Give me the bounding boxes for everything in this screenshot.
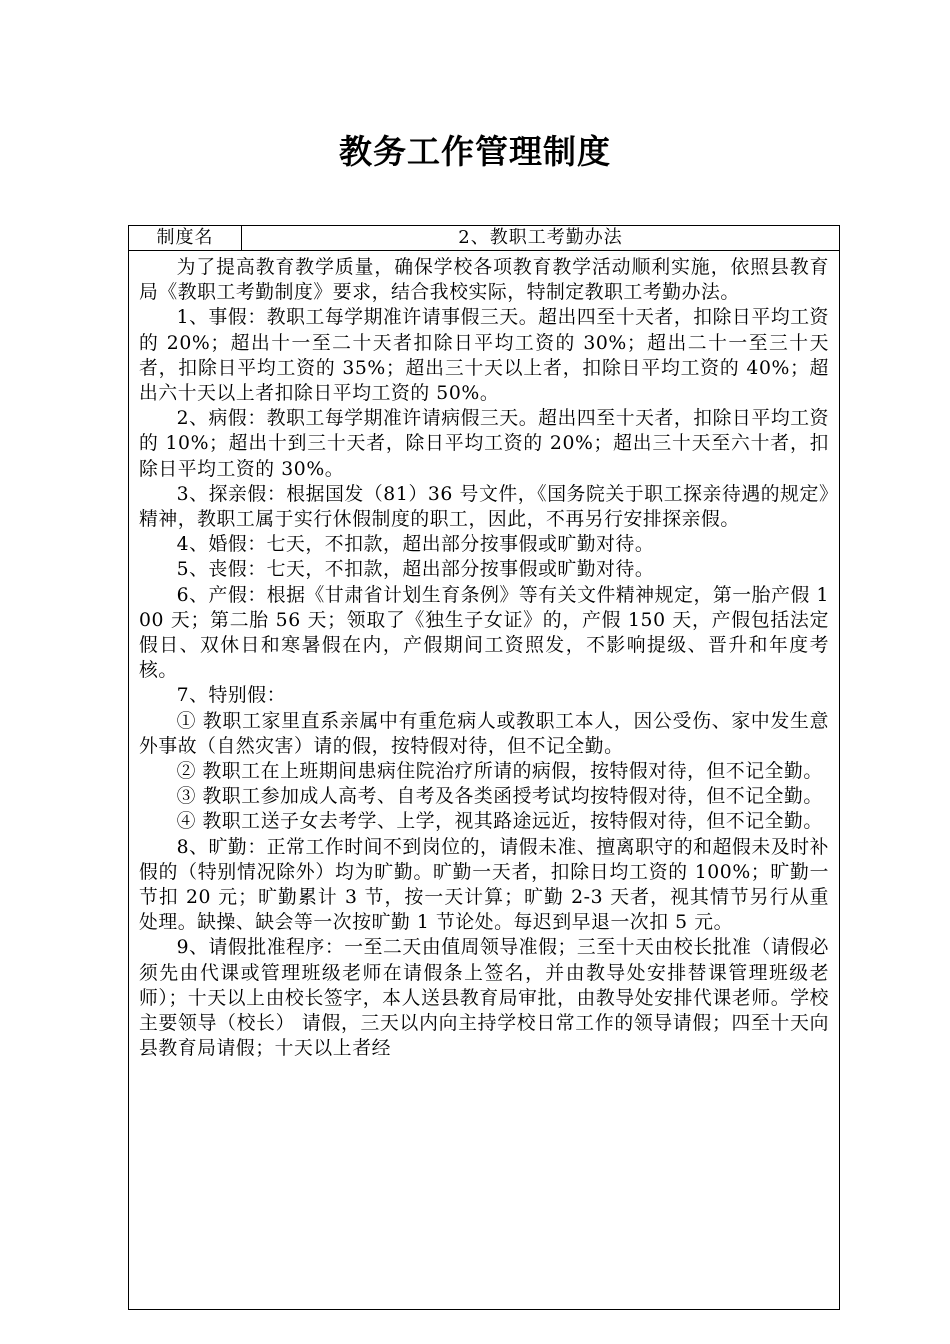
intro-paragraph: 为了提高教育教学质量，确保学校各项教育教学活动顺利实施，依照县教育局《教职工考勤制度》要求，结合我校实际，特制定教职工考勤办法。 xyxy=(139,257,829,304)
family-visit-leave-clause: 3、探亲假：根据国发（81）36 号文件，《国务院关于职工探亲待遇的规定》精神，教职工属于实行休假制度的职工，因此，不再另行安排探亲假。 xyxy=(139,483,829,531)
special-leave-item-4: ④ 教职工送子女去考学、上学，视其路途远近，按特假对待，但不记全勤。 xyxy=(176,811,823,833)
maternity-leave-clause: 6、产假：根据《甘肃省计划生育条例》等有关文件精神规定，第一胎产假 100 天；第二胎 56 天；领取了《独生子女证》的，产假 150 天，产假包括法定假日、双休日和寒暑假在内，产假期间工资照发，不影响提级、晋升和年度考核。 xyxy=(139,584,829,682)
page-title: 教务工作管理制度 xyxy=(339,132,611,171)
regulation-name-label: 制度名 xyxy=(129,226,242,250)
regulation-table xyxy=(128,225,840,1310)
special-leave-item-2: ② 教职工在上班期间患病住院治疗所请的病假，按特假对待，但不记全勤。 xyxy=(176,761,823,783)
marriage-leave-clause: 4、婚假：七天，不扣款，超出部分按事假或旷勤对待。 xyxy=(176,534,655,556)
special-leave-item-1: ① 教职工家里直系亲属中有重危病人或教职工本人，因公受伤、家中发生意外事故（自然灾害）请的假，按特假对待，但不记全勤。 xyxy=(139,710,829,757)
table-header-row xyxy=(129,226,839,251)
bereavement-leave-clause: 5、丧假：七天，不扣款，超出部分按事假或旷勤对待。 xyxy=(176,559,655,581)
special-leave-item-3: ③ 教职工参加成人高考、自考及各类函授考试均按特假对待，但不记全勤。 xyxy=(176,786,823,808)
sick-leave-clause: 2、病假：教职工每学期准许请病假三天。超出四至十天者，扣除日平均工资的 10%；超出十到三十天者，除日平均工资的 20%；超出三十天至六十者，扣除日平均工资的 30%。 xyxy=(139,408,829,480)
special-leave-heading: 7、特别假： xyxy=(176,685,287,707)
personal-leave-clause: 1、事假：教职工每学期准许请事假三天。超出四至十天者，扣除日平均工资的 20%；超出十一至二十天者扣除日平均工资的 30%；超出二十一至三十天者，扣除日平均工资的 35%；超出三十天以上者，扣除日平均工资的 40%；超出六十天以上者扣除日平均工资的 50%。 xyxy=(139,307,829,405)
approval-procedure-clause: 9、请假批准程序：一至二天由值周领导准假；三至十天由校长批准（请假必须先由代课或管理班级老师在请假条上签名，并由教导处安排替课管理班级老师）；十天以上由校长签字，本人送县教育局审批，由教导处安排代课老师。学校主要领导（校长） 请假，三天以内向主持学校日常工作的领导请假；四至十天向县教育局请假；十天以上者经 xyxy=(139,937,829,1060)
absenteeism-clause: 8、旷勤：正常工作时间不到岗位的，请假未准、擅离职守的和超假未及时补假的（特别情况除外）均为旷勤。旷勤一天者，扣除日均工资的 100%；旷勤一节扣 20 元；旷勤累计 3 节，按一天计算；旷勤 2-3 天者，视其情节另行从重处理。缺操、缺会等一次按旷勤 1 节论处。每迟到早退一次扣 5 元。 xyxy=(139,836,829,934)
regulation-content xyxy=(129,251,839,1309)
regulation-name-value: 2、教职工考勤办法 xyxy=(458,227,623,248)
